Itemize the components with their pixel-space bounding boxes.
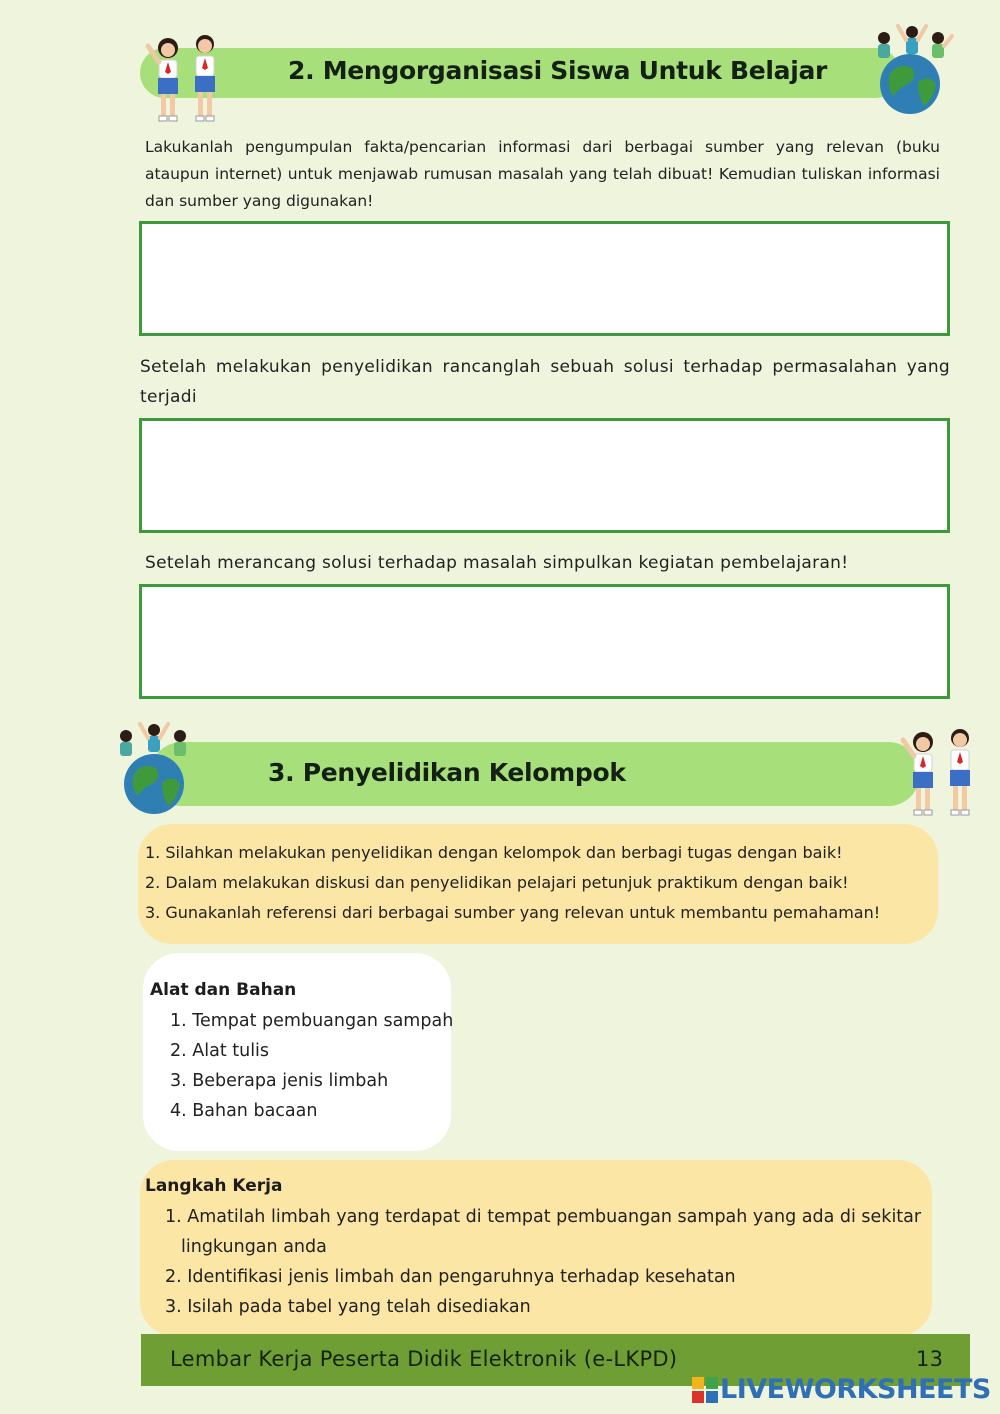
list-item: 3. Isilah pada tabel yang telah disediakan [165, 1297, 531, 1317]
kids-illustration [898, 722, 988, 822]
globe-kids-illustration [108, 718, 202, 818]
liveworksheets-text: LIVEWORKSHEETS [720, 1374, 991, 1405]
answer-box-conclusion[interactable] [139, 584, 950, 699]
answer-box-solution[interactable] [139, 418, 950, 533]
tools-heading: Alat dan Bahan [150, 980, 297, 1000]
tools-list [170, 1006, 453, 1126]
list-item: 3. Gunakanlah referensi dari berbagai sumber yang relevan untuk membantu pemahaman! [145, 903, 881, 922]
page-number: 13 [916, 1347, 944, 1371]
list-item: 1. Amatilah limbah yang terdapat di tempat pembuangan sampah yang ada di sekitar lingkungan anda [165, 1207, 922, 1257]
liveworksheets-icon [692, 1377, 718, 1403]
list-item: 2. Identifikasi jenis limbah dan pengaruhnya terhadap kesehatan [165, 1267, 736, 1287]
kids-illustration [143, 28, 233, 128]
footer-title: Lembar Kerja Peserta Didik Elektronik (e-LKPD) [170, 1347, 678, 1371]
section3-title: 3. Penyelidikan Kelompok [268, 758, 626, 787]
section2-prompt-solution: Setelah melakukan penyelidikan rancanglah sebuah solusi terhadap permasalahan yang terjadi [140, 357, 950, 407]
list-item: 2. Alat tulis [170, 1041, 270, 1061]
list-item: 4. Bahan bacaan [170, 1101, 318, 1121]
list-item: 1. Tempat pembuangan sampah [170, 1011, 454, 1031]
section2-prompt-conclusion: Setelah merancang solusi terhadap masalah simpulkan kegiatan pembelajaran! [145, 553, 849, 573]
section2-title: 2. Mengorganisasi Siswa Untuk Belajar [288, 56, 828, 85]
instructions-list [145, 838, 880, 928]
list-item: 2. Dalam melakukan diskusi dan penyelidikan pelajari petunjuk praktikum dengan baik! [145, 873, 849, 892]
list-item: 3. Beberapa jenis limbah [170, 1071, 389, 1091]
steps-heading: Langkah Kerja [145, 1176, 283, 1196]
answer-box-information[interactable] [139, 221, 950, 336]
steps-list [165, 1202, 930, 1322]
section2-instruction: Lakukanlah pengumpulan fakta/pencarian informasi dari berbagai sumber yang relevan (buku ataupun internet) untuk menjawab rumusan masalah yang telah dibuat! Kemudian tuliskan informasi dan sumber yang digunakan! [145, 138, 940, 210]
list-item: 1. Silahkan melakukan penyelidikan dengan kelompok dan berbagi tugas dengan baik! [145, 843, 843, 862]
globe-kids-illustration [868, 22, 958, 122]
liveworksheets-logo[interactable] [692, 1374, 991, 1405]
